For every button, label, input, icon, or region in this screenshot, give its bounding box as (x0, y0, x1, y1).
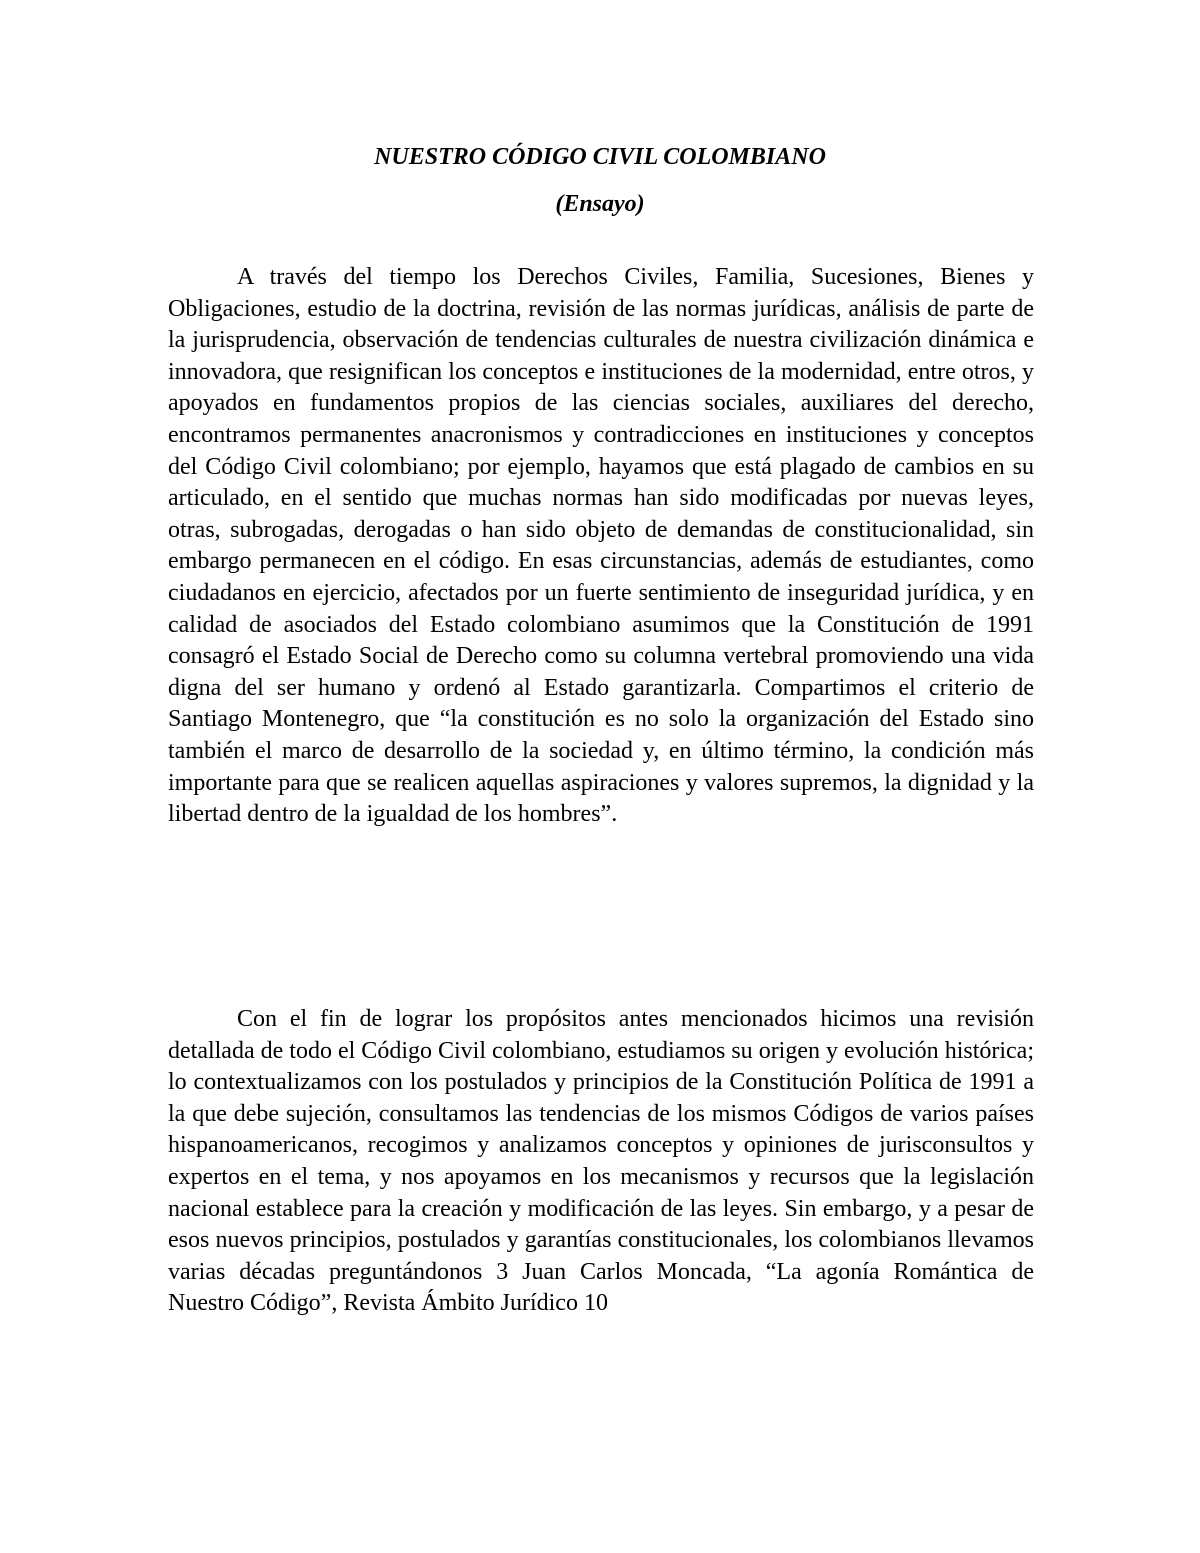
document-title: NUESTRO CÓDIGO CIVIL COLOMBIANO (374, 144, 826, 170)
paragraph-second: Con el fin de lograr los propósitos antes mencionados hicimos una revisión detallada de todo el Código Civil colombiano, estudiamos su origen y evolución histórica; lo contextualizamos con los postulados y principios de la Constitución Política de 1991 a la que debe sujeción, consultamos las tendencias de los mismos Códigos de varios países hispanoamericanos, recogimos y analizamos conceptos y opiniones de jurisconsultos y expertos en el tema, y nos apoyamos en los mecanismos y recursos que la legislación nacional establece para la creación y modificación de las leyes. Sin embargo, y a pesar de esos nuevos principios, postulados y garantías constitucionales, los colombianos llevamos varias décadas preguntándonos 3 Juan Carlos Moncada, “La agonía Romántica de Nuestro Código”, Revista Ámbito Jurídico 10 (168, 1006, 1034, 1317)
document-subtitle: (Ensayo) (555, 191, 645, 217)
paragraph-intro: A través del tiempo los Derechos Civiles, Familia, Sucesiones, Bienes y Obligaciones, estudio de la doctrina, revisión de las normas jurídicas, análisis de parte de la jurisprudencia, observación de tendencias culturales de nuestra civilización dinámica e innovadora, que resignifican los conceptos e instituciones de la modernidad, entre otros, y apoyados en fundamentos propios de las ciencias sociales, auxiliares del derecho, encontramos permanentes anacronismos y contradicciones en instituciones y conceptos del Código Civil colombiano; por ejemplo, hayamos que está plagado de cambios en su articulado, en el sentido que muchas normas han sido modificadas por nuevas leyes, otras, subrogadas, derogadas o han sido objeto de demandas de constitucionalidad, sin embargo permanecen en el código. En esas circunstancias, además de estudiantes, como ciudadanos en ejercicio, afectados por un fuerte sentimiento de inseguridad jurídica, y en calidad de asociados del Estado colombiano asumimos que la Constitución de 1991 consagró el Estado Social de Derecho como su columna vertebral promoviendo una vida digna del ser humano y ordenó al Estado garantizarla. Compartimos el criterio de Santiago Montenegro, que “la constitución es no solo la organización del Estado sino también el marco de desarrollo de la sociedad y, en último término, la condición más importante para que se realicen aquellas aspiraciones y valores supremos, la dignidad y la libertad dentro de la igualdad de los hombres”. (168, 264, 1034, 828)
